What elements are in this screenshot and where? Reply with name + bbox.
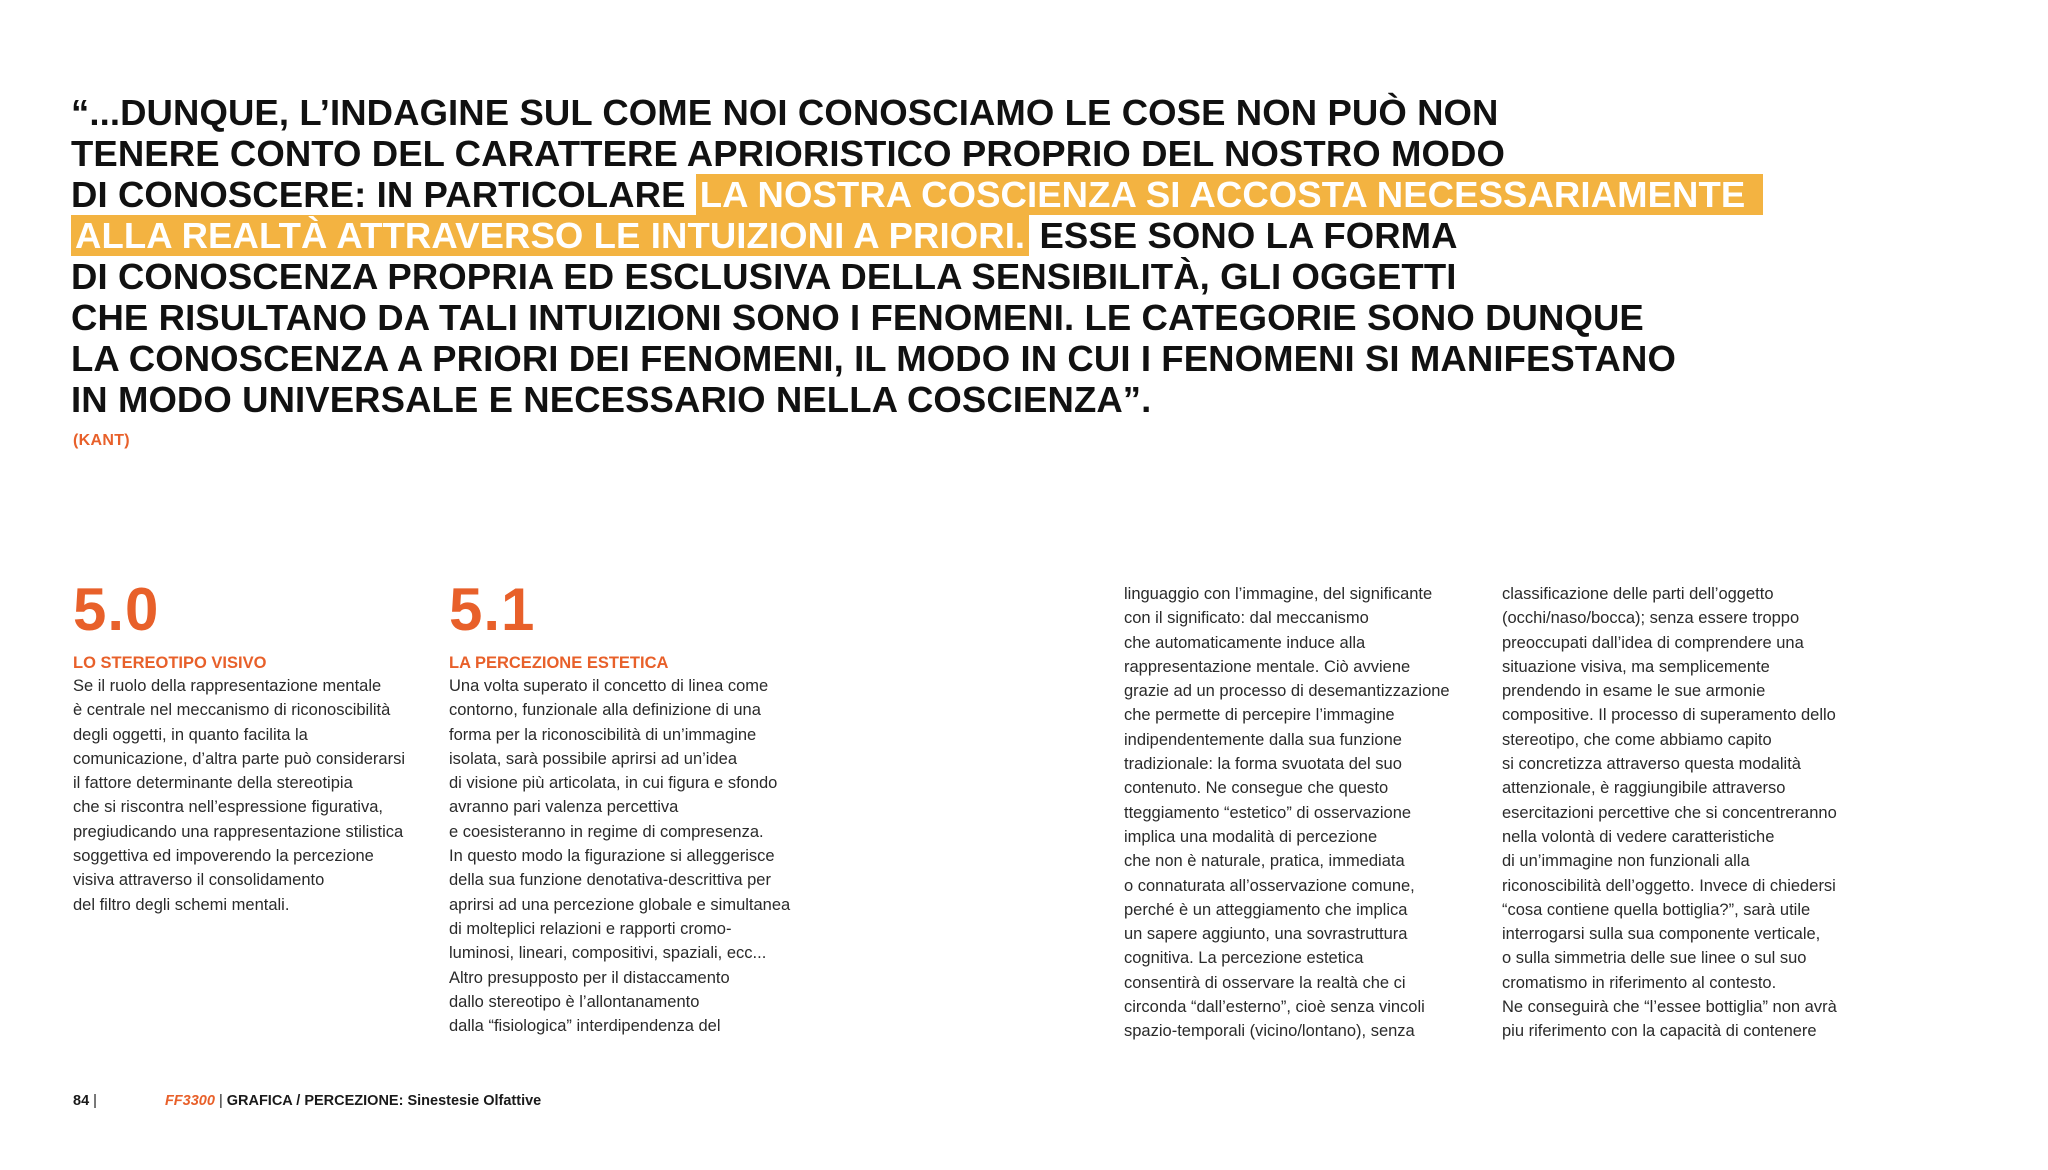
text-line: visiva attraverso il consolidamento [73,871,325,890]
text-line: spazio-temporali (vicino/lontano), senza [1124,1022,1415,1041]
text-line: “cosa contiene quella bottiglia?”, sarà utile [1502,900,1811,919]
section-title: LO STEREOTIPO VISIVO [73,654,267,672]
quote-line-4-plain: ESSE SONO LA FORMA [1039,215,1458,256]
footer-subsection: Sinestesie Olfattive [407,1093,542,1109]
text-line: cognitiva. La percezione estetica [1124,949,1364,968]
text-line: di molteplici relazioni e rapporti cromo- [449,919,732,938]
quote-line-1: “...DUNQUE, L’INDAGINE SUL COME NOI CONOSCIAMO LE COSE NON PUÒ NON [71,92,1499,133]
text-line: attenzionale, è raggiungibile attraverso [1502,779,1786,798]
text-line: o sulla simmetria delle sue linee o sul suo [1502,949,1807,968]
text-line: dallo stereotipo è l’allontanamento [449,992,700,1011]
footer-divider: | [93,1093,97,1109]
quote-line-3-plain: DI CONOSCERE: IN PARTICOLARE [71,174,686,215]
quote-highlight-2: ALLA REALTÀ ATTRAVERSO LE INTUIZIONI A PRIORI. [71,215,1029,256]
text-line: interrogarsi sulla sua componente verticale, [1502,925,1821,944]
text-line: comunicazione, d’altra parte può considerarsi [73,749,406,768]
section-body [73,674,433,917]
text-line: Ne conseguirà che “l’essee bottiglia” non avrà [1502,998,1837,1017]
section-number: 5.1 [449,576,536,643]
text-line: contenuto. Ne consegue che questo [1124,779,1389,798]
text-line: implica una modalità di percezione [1124,827,1378,846]
text-line: che automaticamente induce alla [1124,633,1366,652]
text-line: si concretizza attraverso questa modalità [1502,755,1801,774]
text-line: della sua funzione denotativa-descrittiva per [449,871,771,890]
text-line: In questo modo la figurazione si alleggerisce [449,847,775,866]
text-line: che permette di percepire l’immagine [1124,706,1395,725]
text-line: il fattore determinante della stereotipia [73,774,353,793]
body-column-3 [1124,582,1484,1044]
text-line: degli oggetti, in quanto facilita la [73,725,308,744]
text-line: prendendo in esame le sue armonie [1502,682,1766,701]
text-line: (occhi/naso/bocca); senza essere troppo [1502,609,1800,628]
quote-highlight-1: LA NOSTRA COSCIENZA SI ACCOSTA NECESSARIAMENTE [696,174,1764,215]
brand-logo: FF3300 [164,1093,215,1109]
quote-line-2: TENERE CONTO DEL CARATTERE APRIORISTICO PROPRIO DEL NOSTRO MODO [71,133,1505,174]
text-line: riconoscibilità dell’oggetto. Invece di chiedersi [1502,876,1836,895]
quote-line-3 [71,174,1746,215]
text-line: Se il ruolo della rappresentazione mentale [73,677,382,695]
text-line: stereotipo, che come abbiamo capito [1502,730,1772,749]
text-line: consentirà di osservare la realtà che ci [1124,973,1406,992]
body-column-4 [1502,582,1862,1044]
text-line: Altro presupposto per il distaccamento [449,968,730,987]
footer-divider: | [218,1093,223,1109]
text-line: situazione visiva, ma semplicemente [1502,657,1770,676]
text-line: grazie ad un processo di desemantizzazione [1124,682,1450,701]
quote-line-8: IN MODO UNIVERSALE E NECESSARIO NELLA COSCIENZA”. [71,379,1152,420]
quote-author: (KANT) [73,432,130,449]
text-line: che si riscontra nell’espressione figurativa, [73,798,383,817]
section-title: LA PERCEZIONE ESTETICA [449,654,669,672]
text-line: classificazione delle parti dell’oggetto [1502,585,1774,603]
text-line: contorno, funzionale alla definizione di una [449,701,761,720]
text-line: circonda “dall’esterno”, cioè senza vincoli [1124,998,1425,1017]
text-line: aprirsi ad una percezione globale e simultanea [449,895,791,914]
column-body [1502,582,1862,1044]
text-line: compositive. Il processo di superamento dello [1502,706,1836,725]
section-5-0 [73,576,433,917]
text-line: esercitazioni percettive che si concentreranno [1502,803,1837,822]
text-line: di un’immagine non funzionali alla [1502,852,1750,871]
quote-line-5: DI CONOSCENZA PROPRIA ED ESCLUSIVA DELLA SENSIBILITÀ, GLI OGGETTI [71,256,1457,297]
text-line: nella volontà di vedere caratteristiche [1502,827,1775,846]
text-line: luminosi, lineari, compositivi, spaziali, ecc... [449,944,767,963]
text-line: di visione più articolata, in cui figura e sfondo [449,774,778,793]
text-line: tteggiamento “estetico” di osservazione [1124,803,1412,822]
text-line: tradizionale: la forma svuotata del suo [1124,755,1402,774]
page-number: 84 [73,1093,90,1109]
column-body [1124,582,1484,1044]
section-5-1 [449,576,809,1038]
quote-line-6: CHE RISULTANO DA TALI INTUIZIONI SONO I FENOMENI. LE CATEGORIE SONO DUNQUE [71,297,1644,338]
text-line: soggettiva ed impoverendo la percezione [73,847,374,866]
text-line: isolata, sarà possibile aprirsi ad un’idea [449,749,737,768]
text-line: indipendentemente dalla sua funzione [1124,730,1402,749]
text-line: forma per la riconoscibilità di un’immagine [449,725,757,744]
text-line: un sapere aggiunto, una sovrastruttura [1124,925,1408,944]
text-line: perché è un atteggiamento che implica [1124,900,1408,919]
quote-line-7: LA CONOSCENZA A PRIORI DEI FENOMENI, IL MODO IN CUI I FENOMENI SI MANIFESTANO [71,338,1676,379]
text-line: che non è naturale, pratica, immediata [1124,852,1405,871]
text-line: rappresentazione mentale. Ciò avviene [1124,657,1411,676]
text-line: Una volta superato il concetto di linea come [449,677,769,695]
text-line: del filtro degli schemi mentali. [73,895,290,914]
text-line: cromatismo in riferimento al contesto. [1502,973,1777,992]
page-footer [73,1093,541,1109]
footer-section: GRAFICA / PERCEZIONE: [226,1093,404,1109]
text-line: e coesisteranno in regime di compresenza. [449,822,764,841]
text-line: con il significato: dal meccanismo [1124,609,1369,628]
text-line: preoccupati dall’idea di comprendere una [1502,633,1804,652]
text-line: è centrale nel meccanismo di riconoscibilità [73,701,391,720]
text-line: dalla “fisiologica” interdipendenza del [449,1017,721,1036]
text-line: linguaggio con l’immagine, del significante [1124,585,1433,603]
text-line: piu riferimento con la capacità di contenere [1502,1022,1817,1041]
text-line: o connaturata all’osservazione comune, [1124,876,1415,895]
text-line: pregiudicando una rappresentazione stilistica [73,822,404,841]
quote-line-4 [71,215,1671,256]
section-number: 5.0 [73,576,160,643]
section-body [449,674,809,1038]
text-line: avranno pari valenza percettiva [449,798,679,817]
kant-quote [71,92,1746,420]
